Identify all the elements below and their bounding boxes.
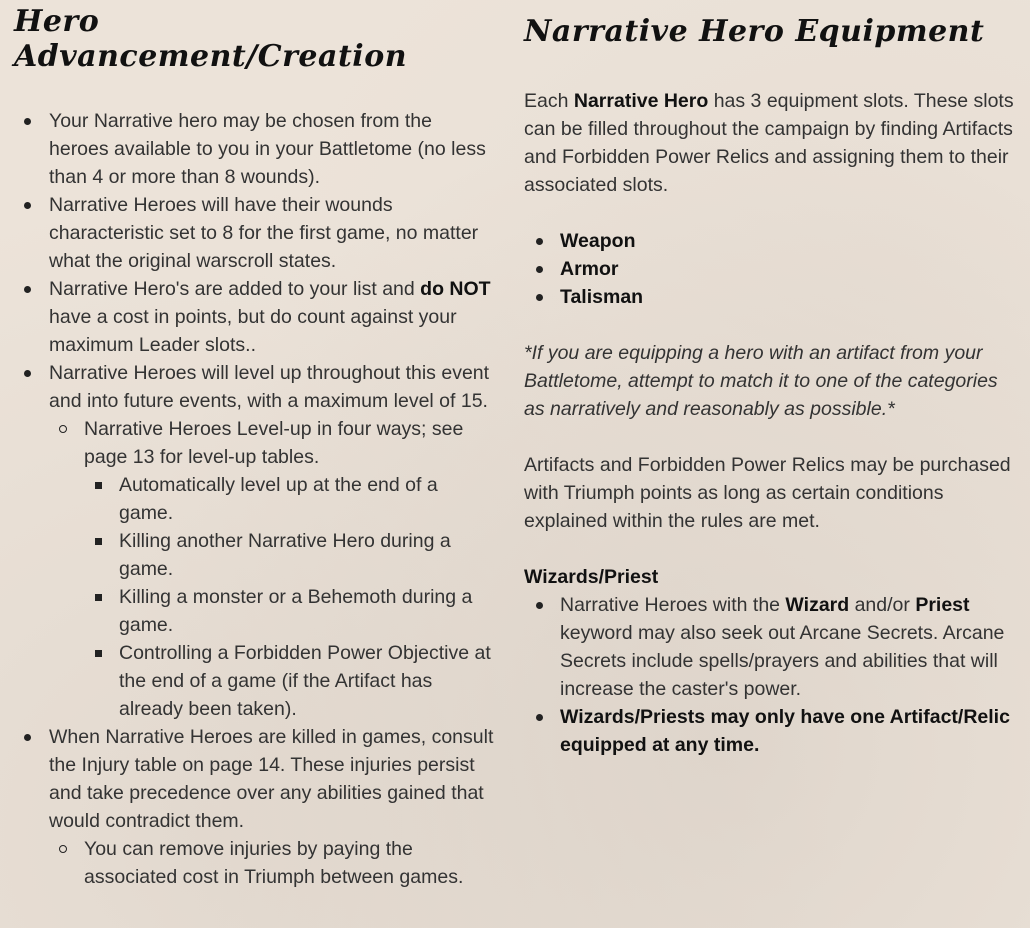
sub-list [49,835,494,891]
list-item-text: When Narrative Heroes are killed in games, consult the Injury table on page 14. These injuries persist and take precedence over any abilities gained that would contradict them. [49,726,494,832]
list-item [14,107,494,191]
wizards-heading: Wizards/Priest [524,566,659,588]
purchase-text: Artifacts and Forbidden Power Relics may be purchased with Triumph points as long as certain conditions explained within the rules are met. [524,454,1011,532]
artifact-note: *If you are equipping a hero with an artifact from your Battletome, attempt to match it to one of the categories as narratively and reasonably as possible.* [524,342,998,420]
list-item [14,723,494,891]
level-up-way-item [84,527,494,583]
equipment-intro [524,87,1014,199]
emphasis-text: Wizard [785,594,850,616]
slot-item: Talisman [524,283,1014,311]
list-item-text: Killing a monster or a Behemoth during a game. [119,586,473,636]
sub-list-item [49,415,494,723]
hero-equipment-title: Narrative Hero Equipment [524,14,985,49]
hero-advancement-title: Hero Advancement/Creation [14,4,408,74]
list-item-text: Narrative Heroes will level up throughout this event and into future events, with a maximum level of 15. [49,362,490,412]
level-up-way-item [84,583,494,639]
list-item-text: You can remove injuries by paying the associated cost in Triumph between games. [84,838,464,888]
emphasis-text: Narrative Hero [573,90,709,112]
list-item-text: Narrative Heroes will have their wounds characteristic set to 8 for the first game, no matter what the original warscroll states. [49,194,479,272]
level-up-ways-list [84,471,494,723]
emphasis-text: do NOT [420,278,491,300]
equipment-slots-list [524,227,1014,311]
list-item-text: Automatically level up at the end of a game. [119,474,438,524]
sub-list-item [49,835,494,891]
list-item-text: Narrative Hero's are added to your list and [49,278,421,300]
wizards-list [524,591,1014,759]
list-item [524,703,1014,759]
list-item-text: Narrative Heroes with the [560,594,786,616]
list-item-text: Killing another Narrative Hero during a game. [119,530,451,580]
advancement-list [14,107,494,891]
list-item-text: Wizards/Priests may only have one Artifact/Relic equipped at any time. [560,706,1010,756]
list-item-text: Your Narrative hero may be chosen from the heroes available to you in your Battletome (no less than 4 or more than 8 wounds). [49,110,486,188]
list-item-text: Narrative Heroes Level-up in four ways; see page 13 for level-up tables. [84,418,464,468]
level-up-way-item [84,639,494,723]
left-column [14,0,494,891]
list-item [524,591,1014,703]
slot-item: Armor [524,255,1014,283]
emphasis-text: Priest [915,594,970,616]
list-item [14,359,494,723]
list-item-text: have a cost in points, but do count against your maximum Leader slots.. [49,306,457,356]
list-item [14,191,494,275]
list-item-text: Controlling a Forbidden Power Objective at the end of a game (if the Artifact has already been taken). [119,642,491,720]
level-up-way-item [84,471,494,527]
intro-text: has 3 equipment slots. These slots can be filled throughout the campaign by finding Artifacts and Forbidden Power Relics and assigning them to their associated slots. [524,90,1014,196]
slot-item: Weapon [524,227,1014,255]
sub-list [49,415,494,723]
list-item-text: keyword may also seek out Arcane Secrets. Arcane Secrets include spells/prayers and abilities that will increase the caster's power. [560,622,1005,700]
list-item [14,275,494,359]
right-column [524,0,1014,759]
list-item-text: and/or [849,594,916,616]
intro-text: Each [524,90,574,112]
